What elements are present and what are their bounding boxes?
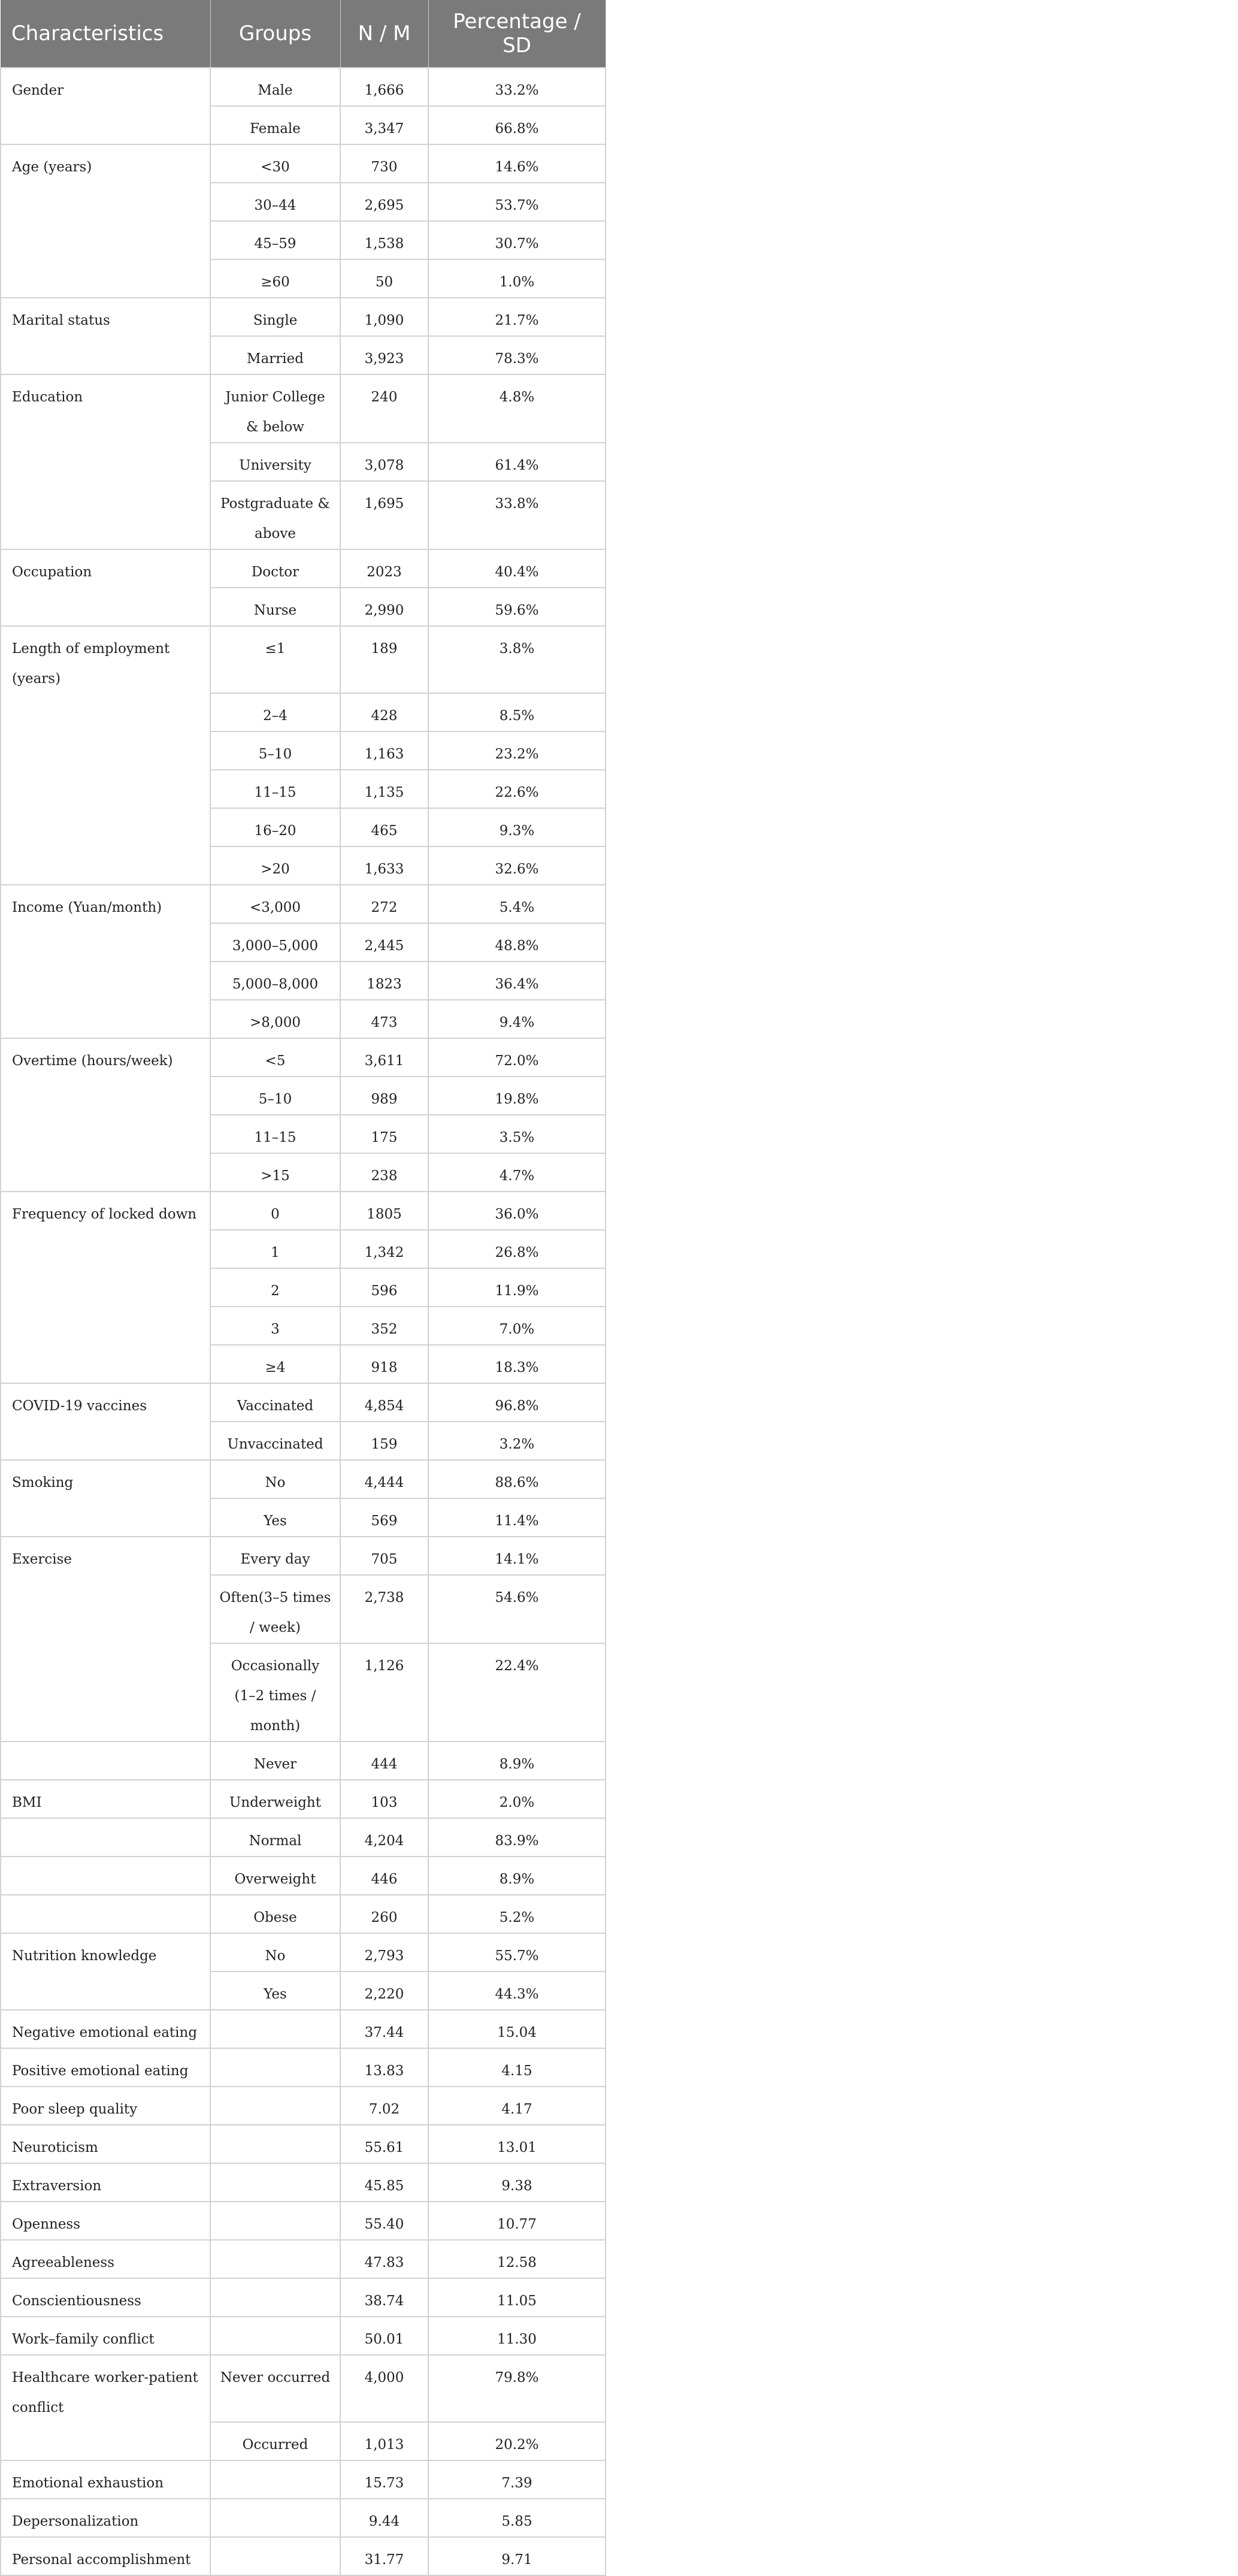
percentage-sd-cell: 5.85 — [428, 2499, 606, 2537]
group-cell: 0 — [210, 1192, 340, 1230]
percentage-sd-cell: 26.8% — [428, 1230, 606, 1268]
characteristic-cell: Age (years) — [1, 144, 210, 298]
table-row — [1, 2499, 606, 2537]
percentage-sd-cell: 36.4% — [428, 962, 606, 1000]
percentage-sd-cell: 48.8% — [428, 923, 606, 962]
group-cell: 3 — [210, 1307, 340, 1345]
characteristic-cell: Education — [1, 374, 210, 549]
group-cell: 16–20 — [210, 808, 340, 846]
group-cell: Male — [210, 68, 340, 106]
characteristic-cell: Exercise — [1, 1537, 210, 1741]
n-m-cell: 3,078 — [340, 443, 428, 481]
n-m-cell: 13.83 — [340, 2048, 428, 2087]
table-row — [1, 2355, 606, 2422]
n-m-cell: 473 — [340, 1000, 428, 1038]
percentage-sd-cell: 23.2% — [428, 731, 606, 770]
group-cell: 45–59 — [210, 221, 340, 259]
characteristic-cell: Agreeableness — [1, 2240, 210, 2278]
n-m-cell: 7.02 — [340, 2087, 428, 2125]
group-cell — [210, 2317, 340, 2355]
group-cell: 11–15 — [210, 770, 340, 808]
table-row — [1, 2048, 606, 2087]
percentage-sd-cell: 9.4% — [428, 1000, 606, 1038]
characteristic-cell: Poor sleep quality — [1, 2087, 210, 2125]
characteristic-cell: Positive emotional eating — [1, 2048, 210, 2087]
characteristic-cell: Gender — [1, 68, 210, 144]
n-m-cell: 3,923 — [340, 336, 428, 374]
table-row — [1, 1933, 606, 1972]
n-m-cell: 444 — [340, 1741, 428, 1780]
table-row — [1, 1741, 606, 1780]
n-m-cell: 1,013 — [340, 2422, 428, 2460]
percentage-sd-cell: 7.0% — [428, 1307, 606, 1345]
characteristic-cell — [1, 1857, 210, 1895]
characteristic-cell: Openness — [1, 2202, 210, 2240]
n-m-cell: 15.73 — [340, 2460, 428, 2499]
percentage-sd-cell: 44.3% — [428, 1972, 606, 2010]
group-cell: <30 — [210, 144, 340, 183]
header-characteristics: Characteristics — [1, 0, 210, 68]
n-m-cell: 4,444 — [340, 1460, 428, 1498]
table-row — [1, 2460, 606, 2499]
percentage-sd-cell: 11.9% — [428, 1268, 606, 1307]
characteristic-cell: BMI — [1, 1780, 210, 1818]
group-cell: Single — [210, 298, 340, 336]
percentage-sd-cell: 78.3% — [428, 336, 606, 374]
characteristic-cell — [1, 1895, 210, 1933]
table-row — [1, 144, 606, 183]
percentage-sd-cell: 33.8% — [428, 481, 606, 549]
n-m-cell: 1,126 — [340, 1643, 428, 1741]
characteristic-cell: Overtime (hours/week) — [1, 1038, 210, 1192]
n-m-cell: 272 — [340, 885, 428, 923]
table-row — [1, 2125, 606, 2163]
n-m-cell: 596 — [340, 1268, 428, 1307]
group-cell: Yes — [210, 1498, 340, 1537]
percentage-sd-cell: 4.17 — [428, 2087, 606, 2125]
n-m-cell: 1,135 — [340, 770, 428, 808]
group-cell: Female — [210, 106, 340, 144]
n-m-cell: 989 — [340, 1077, 428, 1115]
header-percentage-sd: Percentage / SD — [428, 0, 606, 68]
group-cell: 3,000–5,000 — [210, 923, 340, 962]
percentage-sd-cell: 59.6% — [428, 588, 606, 626]
n-m-cell: 47.83 — [340, 2240, 428, 2278]
percentage-sd-cell: 8.9% — [428, 1857, 606, 1895]
n-m-cell: 1823 — [340, 962, 428, 1000]
percentage-sd-cell: 21.7% — [428, 298, 606, 336]
characteristic-cell — [1, 1818, 210, 1857]
characteristic-cell: Length of employment (years) — [1, 626, 210, 885]
n-m-cell: 446 — [340, 1857, 428, 1895]
n-m-cell: 55.61 — [340, 2125, 428, 2163]
percentage-sd-cell: 12.58 — [428, 2240, 606, 2278]
table-row — [1, 1460, 606, 1498]
percentage-sd-cell: 3.8% — [428, 626, 606, 693]
characteristic-cell: Frequency of locked down — [1, 1192, 210, 1383]
percentage-sd-cell: 5.4% — [428, 885, 606, 923]
characteristic-cell: Extraversion — [1, 2163, 210, 2202]
group-cell: Never occurred — [210, 2355, 340, 2422]
group-cell: 5,000–8,000 — [210, 962, 340, 1000]
percentage-sd-cell: 14.6% — [428, 144, 606, 183]
n-m-cell: 240 — [340, 374, 428, 443]
group-cell: 11–15 — [210, 1115, 340, 1153]
characteristic-cell: Depersonalization — [1, 2499, 210, 2537]
group-cell: Occurred — [210, 2422, 340, 2460]
group-cell: ≤1 — [210, 626, 340, 693]
n-m-cell: 1,163 — [340, 731, 428, 770]
n-m-cell: 238 — [340, 1153, 428, 1192]
table-row — [1, 2087, 606, 2125]
percentage-sd-cell: 83.9% — [428, 1818, 606, 1857]
header-n-m: N / M — [340, 0, 428, 68]
n-m-cell: 2,793 — [340, 1933, 428, 1972]
table-row — [1, 549, 606, 588]
group-cell: No — [210, 1460, 340, 1498]
n-m-cell: 50.01 — [340, 2317, 428, 2355]
percentage-sd-cell: 7.39 — [428, 2460, 606, 2499]
characteristics-table — [0, 0, 606, 2576]
characteristic-cell: Occupation — [1, 549, 210, 626]
percentage-sd-cell: 11.4% — [428, 1498, 606, 1537]
percentage-sd-cell: 3.2% — [428, 1422, 606, 1460]
group-cell: >15 — [210, 1153, 340, 1192]
percentage-sd-cell: 55.7% — [428, 1933, 606, 1972]
group-cell — [210, 2278, 340, 2317]
n-m-cell: 260 — [340, 1895, 428, 1933]
n-m-cell: 2,695 — [340, 183, 428, 221]
group-cell: Every day — [210, 1537, 340, 1575]
characteristic-cell — [1, 1741, 210, 1780]
group-cell: Postgraduate & above — [210, 481, 340, 549]
n-m-cell: 569 — [340, 1498, 428, 1537]
group-cell: Never — [210, 1741, 340, 1780]
n-m-cell: 9.44 — [340, 2499, 428, 2537]
group-cell: 5–10 — [210, 731, 340, 770]
percentage-sd-cell: 30.7% — [428, 221, 606, 259]
characteristic-cell: Marital status — [1, 298, 210, 374]
table-row — [1, 1818, 606, 1857]
group-cell: Vaccinated — [210, 1383, 340, 1422]
n-m-cell: 465 — [340, 808, 428, 846]
group-cell — [210, 2460, 340, 2499]
n-m-cell: 4,854 — [340, 1383, 428, 1422]
percentage-sd-cell: 72.0% — [428, 1038, 606, 1077]
table-row — [1, 374, 606, 443]
n-m-cell: 4,204 — [340, 1818, 428, 1857]
table-row — [1, 1192, 606, 1230]
percentage-sd-cell: 4.15 — [428, 2048, 606, 2087]
percentage-sd-cell: 40.4% — [428, 549, 606, 588]
n-m-cell: 3,611 — [340, 1038, 428, 1077]
group-cell: 5–10 — [210, 1077, 340, 1115]
characteristic-cell: Personal accomplishment — [1, 2537, 210, 2575]
n-m-cell: 159 — [340, 1422, 428, 1460]
group-cell — [210, 2125, 340, 2163]
percentage-sd-cell: 53.7% — [428, 183, 606, 221]
percentage-sd-cell: 19.8% — [428, 1077, 606, 1115]
percentage-sd-cell: 9.71 — [428, 2537, 606, 2575]
table-row — [1, 1383, 606, 1422]
characteristic-cell: Negative emotional eating — [1, 2010, 210, 2048]
percentage-sd-cell: 61.4% — [428, 443, 606, 481]
n-m-cell: 1,090 — [340, 298, 428, 336]
n-m-cell: 45.85 — [340, 2163, 428, 2202]
n-m-cell: 189 — [340, 626, 428, 693]
table-row — [1, 1537, 606, 1575]
percentage-sd-cell: 8.9% — [428, 1741, 606, 1780]
percentage-sd-cell: 22.4% — [428, 1643, 606, 1741]
table-row — [1, 2202, 606, 2240]
percentage-sd-cell: 20.2% — [428, 2422, 606, 2460]
group-cell: <3,000 — [210, 885, 340, 923]
percentage-sd-cell: 66.8% — [428, 106, 606, 144]
table-row — [1, 2163, 606, 2202]
percentage-sd-cell: 14.1% — [428, 1537, 606, 1575]
table-header-row — [1, 0, 606, 68]
group-cell: Yes — [210, 1972, 340, 2010]
percentage-sd-cell: 96.8% — [428, 1383, 606, 1422]
header-groups: Groups — [210, 0, 340, 68]
group-cell: 30–44 — [210, 183, 340, 221]
table-row — [1, 2317, 606, 2355]
n-m-cell: 103 — [340, 1780, 428, 1818]
n-m-cell: 1,633 — [340, 846, 428, 885]
group-cell: Overweight — [210, 1857, 340, 1895]
percentage-sd-cell: 5.2% — [428, 1895, 606, 1933]
table-row — [1, 298, 606, 336]
table-row — [1, 68, 606, 106]
percentage-sd-cell: 9.3% — [428, 808, 606, 846]
characteristic-cell: Work–family conflict — [1, 2317, 210, 2355]
percentage-sd-cell: 18.3% — [428, 1345, 606, 1383]
percentage-sd-cell: 79.8% — [428, 2355, 606, 2422]
group-cell: Obese — [210, 1895, 340, 1933]
percentage-sd-cell: 36.0% — [428, 1192, 606, 1230]
percentage-sd-cell: 33.2% — [428, 68, 606, 106]
n-m-cell: 2,990 — [340, 588, 428, 626]
characteristic-cell: Emotional exhaustion — [1, 2460, 210, 2499]
characteristic-cell: Conscientiousness — [1, 2278, 210, 2317]
percentage-sd-cell: 10.77 — [428, 2202, 606, 2240]
n-m-cell: 3,347 — [340, 106, 428, 144]
characteristic-cell: COVID-19 vaccines — [1, 1383, 210, 1460]
n-m-cell: 38.74 — [340, 2278, 428, 2317]
n-m-cell: 4,000 — [340, 2355, 428, 2422]
percentage-sd-cell: 8.5% — [428, 693, 606, 731]
n-m-cell: 918 — [340, 1345, 428, 1383]
group-cell: Unvaccinated — [210, 1422, 340, 1460]
group-cell: No — [210, 1933, 340, 1972]
group-cell — [210, 2010, 340, 2048]
n-m-cell: 428 — [340, 693, 428, 731]
group-cell: <5 — [210, 1038, 340, 1077]
table-row — [1, 2240, 606, 2278]
n-m-cell: 2,445 — [340, 923, 428, 962]
percentage-sd-cell: 88.6% — [428, 1460, 606, 1498]
n-m-cell: 1,695 — [340, 481, 428, 549]
n-m-cell: 37.44 — [340, 2010, 428, 2048]
percentage-sd-cell: 54.6% — [428, 1575, 606, 1643]
n-m-cell: 2,738 — [340, 1575, 428, 1643]
n-m-cell: 1,342 — [340, 1230, 428, 1268]
table-row — [1, 1895, 606, 1933]
n-m-cell: 175 — [340, 1115, 428, 1153]
percentage-sd-cell: 32.6% — [428, 846, 606, 885]
percentage-sd-cell: 13.01 — [428, 2125, 606, 2163]
group-cell: Occasionally (1–2 times / month) — [210, 1643, 340, 1741]
group-cell: Married — [210, 336, 340, 374]
group-cell: Often(3–5 times / week) — [210, 1575, 340, 1643]
percentage-sd-cell: 4.7% — [428, 1153, 606, 1192]
table-row — [1, 1857, 606, 1895]
characteristic-cell: Income (Yuan/month) — [1, 885, 210, 1038]
n-m-cell: 705 — [340, 1537, 428, 1575]
table-row — [1, 1038, 606, 1077]
table-row — [1, 626, 606, 693]
n-m-cell: 1805 — [340, 1192, 428, 1230]
percentage-sd-cell: 11.30 — [428, 2317, 606, 2355]
group-cell: University — [210, 443, 340, 481]
n-m-cell: 2023 — [340, 549, 428, 588]
percentage-sd-cell: 3.5% — [428, 1115, 606, 1153]
group-cell: Junior College & below — [210, 374, 340, 443]
group-cell: Normal — [210, 1818, 340, 1857]
table-row — [1, 2278, 606, 2317]
percentage-sd-cell: 22.6% — [428, 770, 606, 808]
group-cell — [210, 2202, 340, 2240]
group-cell — [210, 2163, 340, 2202]
group-cell — [210, 2537, 340, 2575]
group-cell: >20 — [210, 846, 340, 885]
group-cell: 1 — [210, 1230, 340, 1268]
n-m-cell: 1,538 — [340, 221, 428, 259]
characteristic-cell: Nutrition knowledge — [1, 1933, 210, 2010]
group-cell: ≥4 — [210, 1345, 340, 1383]
table-row — [1, 885, 606, 923]
percentage-sd-cell: 2.0% — [428, 1780, 606, 1818]
characteristic-cell: Healthcare worker-patient conflict — [1, 2355, 210, 2460]
characteristic-cell: Neuroticism — [1, 2125, 210, 2163]
group-cell: Nurse — [210, 588, 340, 626]
group-cell: >8,000 — [210, 1000, 340, 1038]
percentage-sd-cell: 1.0% — [428, 259, 606, 298]
n-m-cell: 55.40 — [340, 2202, 428, 2240]
table-row — [1, 2010, 606, 2048]
n-m-cell: 50 — [340, 259, 428, 298]
group-cell: Underweight — [210, 1780, 340, 1818]
group-cell: ≥60 — [210, 259, 340, 298]
n-m-cell: 352 — [340, 1307, 428, 1345]
n-m-cell: 2,220 — [340, 1972, 428, 2010]
table-row — [1, 2537, 606, 2575]
group-cell — [210, 2087, 340, 2125]
n-m-cell: 730 — [340, 144, 428, 183]
percentage-sd-cell: 11.05 — [428, 2278, 606, 2317]
group-cell — [210, 2048, 340, 2087]
percentage-sd-cell: 4.8% — [428, 374, 606, 443]
percentage-sd-cell: 15.04 — [428, 2010, 606, 2048]
n-m-cell: 31.77 — [340, 2537, 428, 2575]
characteristic-cell: Smoking — [1, 1460, 210, 1537]
group-cell — [210, 2499, 340, 2537]
percentage-sd-cell: 9.38 — [428, 2163, 606, 2202]
group-cell: 2–4 — [210, 693, 340, 731]
group-cell — [210, 2240, 340, 2278]
group-cell: Doctor — [210, 549, 340, 588]
n-m-cell: 1,666 — [340, 68, 428, 106]
group-cell: 2 — [210, 1268, 340, 1307]
table-row — [1, 1780, 606, 1818]
